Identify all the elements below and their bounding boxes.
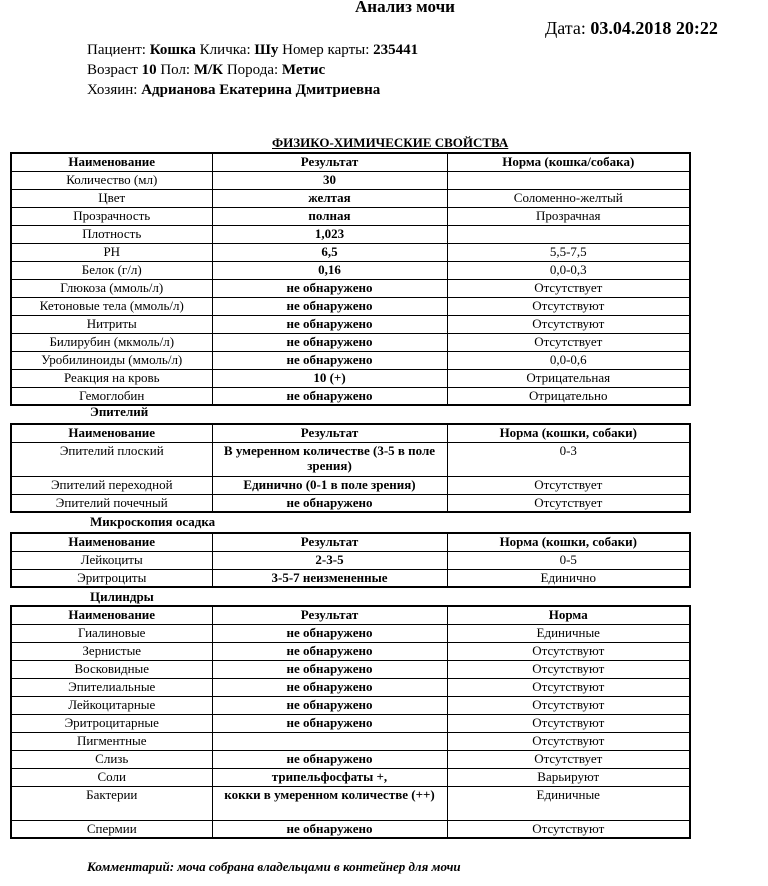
- result-value: Единично (0-1 в поле зрения): [212, 476, 447, 494]
- norm-value: 5,5-7,5: [447, 243, 690, 261]
- norm-value: Единичные: [447, 786, 690, 820]
- parameter-name: Эпителий почечный: [11, 494, 212, 512]
- norm-value: Отсутствуют: [447, 732, 690, 750]
- table-row: [11, 333, 690, 351]
- result-value: В умеренном количестве (3-5 в поле зрения): [212, 442, 447, 476]
- owner-line: [87, 80, 380, 100]
- age-value: 10: [141, 62, 157, 78]
- table-row: [11, 171, 690, 189]
- table-header-row: [11, 424, 690, 442]
- table-row: [11, 624, 690, 642]
- table-row: [11, 351, 690, 369]
- result-value: не обнаружено: [212, 696, 447, 714]
- sex-value: М/К: [193, 62, 224, 78]
- table-row: [11, 476, 690, 494]
- parameter-name: Пигментные: [11, 732, 212, 750]
- epithelium-title: Эпителий: [90, 404, 149, 419]
- parameter-name: Гемоглобин: [11, 387, 212, 405]
- casts-table: [10, 605, 691, 839]
- parameter-name: Плотность: [11, 225, 212, 243]
- document-title: Анализ мочи: [355, 0, 455, 16]
- norm-value: 0-3: [447, 442, 690, 476]
- norm-value: Отсутствуют: [447, 696, 690, 714]
- table-row: [11, 297, 690, 315]
- parameter-name: PH: [11, 243, 212, 261]
- norm-value: 0-5: [447, 551, 690, 569]
- result-value: полная: [212, 207, 447, 225]
- result-value: не обнаружено: [212, 714, 447, 732]
- parameter-name: Эритроциты: [11, 569, 212, 587]
- casts-title: Цилиндры: [90, 589, 154, 604]
- parameter-name: Зернистые: [11, 642, 212, 660]
- comment: Комментарий: моча собрана владельцами в контейнер для мочи: [87, 859, 461, 874]
- column-header: Норма (кошки, собаки): [447, 533, 690, 551]
- card-label: Номер карты:: [282, 42, 370, 58]
- patient-label: Пациент:: [87, 42, 146, 58]
- parameter-name: Цвет: [11, 189, 212, 207]
- table-row: [11, 820, 690, 838]
- column-header: Результат: [212, 424, 447, 442]
- table-row: [11, 279, 690, 297]
- norm-value: Отсутствует: [447, 279, 690, 297]
- parameter-name: Лейкоциты: [11, 551, 212, 569]
- result-value: трипельфосфаты +,: [212, 768, 447, 786]
- result-value: 10 (+): [212, 369, 447, 387]
- table-row: [11, 189, 690, 207]
- parameter-name: Количество (мл): [11, 171, 212, 189]
- norm-value: Отсутствуют: [447, 820, 690, 838]
- norm-value: 0,0-0,3: [447, 261, 690, 279]
- norm-value: Отсутствует: [447, 494, 690, 512]
- norm-value: Отсутствуют: [447, 315, 690, 333]
- date-line: [545, 18, 718, 39]
- parameter-name: Глюкоза (ммоль/л): [11, 279, 212, 297]
- patient-value: Кошка: [149, 42, 196, 58]
- column-header: Наименование: [11, 153, 212, 171]
- table-row: [11, 387, 690, 405]
- column-header: Результат: [212, 606, 447, 624]
- result-value: не обнаружено: [212, 820, 447, 838]
- table-row: [11, 369, 690, 387]
- breed-value: Метис: [281, 62, 326, 78]
- result-value: 3-5-7 неизмененные: [212, 569, 447, 587]
- table-header-row: [11, 606, 690, 624]
- sex-label: Пол:: [160, 62, 191, 78]
- parameter-name: Нитриты: [11, 315, 212, 333]
- table-row: [11, 750, 690, 768]
- table-row: [11, 768, 690, 786]
- parameter-name: Соли: [11, 768, 212, 786]
- table-row: [11, 732, 690, 750]
- column-header: Норма: [447, 606, 690, 624]
- norm-value: Отрицательная: [447, 369, 690, 387]
- table-row: [11, 696, 690, 714]
- sediment-table: [10, 532, 691, 588]
- result-value: не обнаружено: [212, 351, 447, 369]
- norm-value: 0,0-0,6: [447, 351, 690, 369]
- date-value: 03.04.2018 20:22: [590, 18, 718, 38]
- parameter-name: Лейкоцитарные: [11, 696, 212, 714]
- column-header: Наименование: [11, 533, 212, 551]
- table-row: [11, 315, 690, 333]
- norm-value: Отсутствуют: [447, 642, 690, 660]
- patient-line: [87, 40, 418, 60]
- table-row: [11, 225, 690, 243]
- nickname-label: Кличка:: [199, 42, 251, 58]
- table-row: [11, 494, 690, 512]
- table-row: [11, 714, 690, 732]
- nickname-value: Шу: [254, 42, 279, 58]
- column-header: Норма (кошки, собаки): [447, 424, 690, 442]
- result-value: 6,5: [212, 243, 447, 261]
- result-value: 2-3-5: [212, 551, 447, 569]
- result-value: не обнаружено: [212, 494, 447, 512]
- physchem-title: ФИЗИКО-ХИМИЧЕСКИЕ СВОЙСТВА: [272, 135, 509, 150]
- table-header-row: [11, 153, 690, 171]
- parameter-name: Бактерии: [11, 786, 212, 820]
- table-row: [11, 660, 690, 678]
- result-value: кокки в умеренном количестве (++): [212, 786, 447, 820]
- parameter-name: Слизь: [11, 750, 212, 768]
- epithelium-table: [10, 423, 691, 513]
- result-value: 0,16: [212, 261, 447, 279]
- table-row: [11, 442, 690, 476]
- owner-value: Адрианова Екатерина Дмитриевна: [141, 82, 381, 98]
- result-value: не обнаружено: [212, 660, 447, 678]
- age-label: Возраст: [87, 62, 138, 78]
- norm-value: Отсутствуют: [447, 297, 690, 315]
- date-label: Дата:: [545, 18, 586, 38]
- parameter-name: Прозрачность: [11, 207, 212, 225]
- column-header: Наименование: [11, 424, 212, 442]
- norm-value: Отсутствует: [447, 750, 690, 768]
- norm-value: Варьируют: [447, 768, 690, 786]
- physchem-table: [10, 152, 691, 406]
- parameter-name: Белок (г/л): [11, 261, 212, 279]
- table-row: [11, 642, 690, 660]
- table-row: [11, 243, 690, 261]
- result-value: не обнаружено: [212, 624, 447, 642]
- column-header: Норма (кошка/собака): [447, 153, 690, 171]
- result-value: не обнаружено: [212, 387, 447, 405]
- norm-value: Единичные: [447, 624, 690, 642]
- norm-value: Отрицательно: [447, 387, 690, 405]
- breed-label: Порода:: [226, 62, 279, 78]
- norm-value: Отсутствуют: [447, 678, 690, 696]
- table-row: [11, 678, 690, 696]
- sediment-title: Микроскопия осадка: [90, 514, 216, 529]
- result-value: не обнаружено: [212, 315, 447, 333]
- table-row: [11, 569, 690, 587]
- result-value: 1,023: [212, 225, 447, 243]
- norm-value: Отсутствуют: [447, 660, 690, 678]
- parameter-name: Эпителий плоский: [11, 442, 212, 476]
- table-header-row: [11, 533, 690, 551]
- column-header: Наименование: [11, 606, 212, 624]
- norm-value: [447, 171, 690, 189]
- card-value: 235441: [373, 42, 419, 58]
- result-value: не обнаружено: [212, 678, 447, 696]
- parameter-name: Уробилиноиды (ммоль/л): [11, 351, 212, 369]
- column-header: Результат: [212, 533, 447, 551]
- age-line: [87, 60, 325, 80]
- norm-value: Прозрачная: [447, 207, 690, 225]
- parameter-name: Эпителий переходной: [11, 476, 212, 494]
- result-value: желтая: [212, 189, 447, 207]
- norm-value: Отсутствует: [447, 333, 690, 351]
- norm-value: [447, 225, 690, 243]
- result-value: не обнаружено: [212, 750, 447, 768]
- parameter-name: Спермии: [11, 820, 212, 838]
- result-value: не обнаружено: [212, 333, 447, 351]
- parameter-name: Эпителиальные: [11, 678, 212, 696]
- table-row: [11, 551, 690, 569]
- table-row: [11, 261, 690, 279]
- result-value: 30: [212, 171, 447, 189]
- table-row: [11, 786, 690, 820]
- result-value: не обнаружено: [212, 279, 447, 297]
- parameter-name: Восковидные: [11, 660, 212, 678]
- norm-value: Отсутствуют: [447, 714, 690, 732]
- table-row: [11, 207, 690, 225]
- parameter-name: Билирубин (мкмоль/л): [11, 333, 212, 351]
- column-header: Результат: [212, 153, 447, 171]
- parameter-name: Реакция на кровь: [11, 369, 212, 387]
- parameter-name: Кетоновые тела (ммоль/л): [11, 297, 212, 315]
- result-value: не обнаружено: [212, 642, 447, 660]
- parameter-name: Эритроцитарные: [11, 714, 212, 732]
- norm-value: Единично: [447, 569, 690, 587]
- norm-value: Соломенно-желтый: [447, 189, 690, 207]
- result-value: не обнаружено: [212, 297, 447, 315]
- parameter-name: Гиалиновые: [11, 624, 212, 642]
- result-value: [212, 732, 447, 750]
- owner-label: Хозяин:: [87, 82, 138, 98]
- norm-value: Отсутствует: [447, 476, 690, 494]
